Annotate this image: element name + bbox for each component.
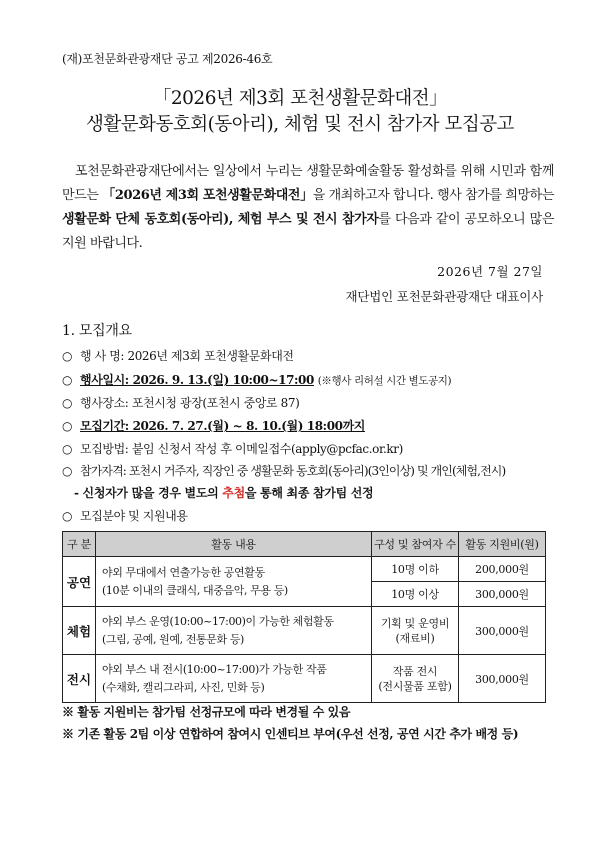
overview-item-period: ○ 모집기간: 2026. 7. 27.(월) ~ 8. 10.(월) 18:00까지 [62,419,365,433]
rehearsal-note: (※행사 리허설 시간 별도공지) [317,375,452,387]
page-title-line2: 생활문화동호회(동아리), 체험 및 전시 참가자 모집공고 [86,114,514,135]
overview-item-event-date: ○ 행사일시: 2026. 9. 13.(일) 10:00~17:00 (※행사 리허설 시간 별도공지) [62,373,452,387]
circle-bullet-icon: ○ [62,419,73,433]
lottery-note: - 신청자가 많을 경우 별도의 추첨을 통해 최종 참가팀 선정 [74,486,374,500]
overview-item-fields: ○ 모집분야 및 지원내용 [62,509,188,523]
page-title-line1: 「2026년 제3회 포천생활문화대전」 [152,88,448,109]
section-title-overview: 1. 모집개요 [62,323,132,339]
intro-paragraph [62,160,554,256]
intro-text-2: 을 개최하고자 합니다. 행사 참가를 희망하는 [312,188,554,203]
table-header-row [63,532,546,557]
composition-cell: 10명 이하 [372,557,459,582]
category-experience: 체험 [63,607,96,655]
amount-cell: 300,000원 [459,582,546,607]
intro-festival-name: 「2026년 제3회 포천생활문화대전」 [102,188,313,203]
header-composition: 구성 및 참여자 수 [372,532,459,557]
support-table [62,531,546,703]
category-performance: 공연 [63,557,96,607]
amount-cell: 300,000원 [459,607,546,655]
table-row [63,655,546,703]
composition-cell: 기획 및 운영비 (재료비) [372,607,459,655]
intro-text-1: 포천문화관광재단에서는 일상에서 누리는 생활문화예술활동 활성화를 위해 시민과 함께 만드는 [62,164,554,203]
activity-exhibition: 야외 부스 내 전시(10:00~17:00)가 가능한 작품 (수채화, 캘리그라피, 사진, 민화 등) [96,655,372,703]
footnote-incentive: ※ 기존 활동 2팀 이상 연합하여 참여시 인센티브 부여(우선 선정, 공연 시간 추가 배정 등) [62,727,519,741]
table-row [63,607,546,655]
header-activity: 활동 내용 [96,532,372,557]
overview-item-method: ○ 모집방법: 붙임 신청서 작성 후 이메일접수(apply@pcfac.or.kr) [62,442,403,456]
category-exhibition: 전시 [63,655,96,703]
table-row [63,557,546,582]
activity-performance: 야외 무대에서 연출가능한 공연활동 (10분 이내의 클래식, 대중음악, 무용 등) [96,557,372,607]
circle-bullet-icon: ○ [62,464,73,478]
notice-date: 2026년 7월 27일 [437,264,543,279]
intro-text-3: 를 다음과 같이 공모하오니 많은 지원 바랍니다. [62,212,554,251]
composition-cell: 10명 이상 [372,582,459,607]
amount-cell: 300,000원 [459,655,546,703]
composition-cell: 작품 전시 (전시물품 포함) [372,655,459,703]
overview-item-event-name: ○ 행 사 명: 2026년 제3회 포천생활문화대전 [62,349,294,363]
circle-bullet-icon: ○ [62,396,73,410]
header-support-amount: 활동 지원비(원) [459,532,546,557]
amount-cell: 200,000원 [459,557,546,582]
notice-number: (재)포천문화관광재단 공고 제2026-46호 [62,52,273,66]
circle-bullet-icon: ○ [62,442,73,456]
circle-bullet-icon: ○ [62,373,73,387]
circle-bullet-icon: ○ [62,349,73,363]
issuing-organization: 재단법인 포천문화관광재단 대표이사 [345,289,543,304]
activity-experience: 야외 부스 운영(10:00~17:00)이 가능한 체험활동 (그림, 공예, 원예, 전통문화 등) [96,607,372,655]
footnote-support-change: ※ 활동 지원비는 참가팀 선정규모에 따라 변경될 수 있음 [62,705,351,719]
circle-bullet-icon: ○ [62,509,73,523]
intro-target: 생활문화 단체 동호회(동아리), 체험 부스 및 전시 참가자 [62,212,379,227]
header-category: 구 분 [63,532,96,557]
lottery-highlight: 추첨 [222,486,245,500]
overview-item-venue: ○ 행사장소: 포천시청 광장(포천시 중앙로 87) [62,396,300,410]
overview-item-eligibility: ○ 참가자격: 포천시 거주자, 직장인 중 생활문화 동호회(동아리)(3인이상) 및 개인(체험,전시) [62,464,506,478]
